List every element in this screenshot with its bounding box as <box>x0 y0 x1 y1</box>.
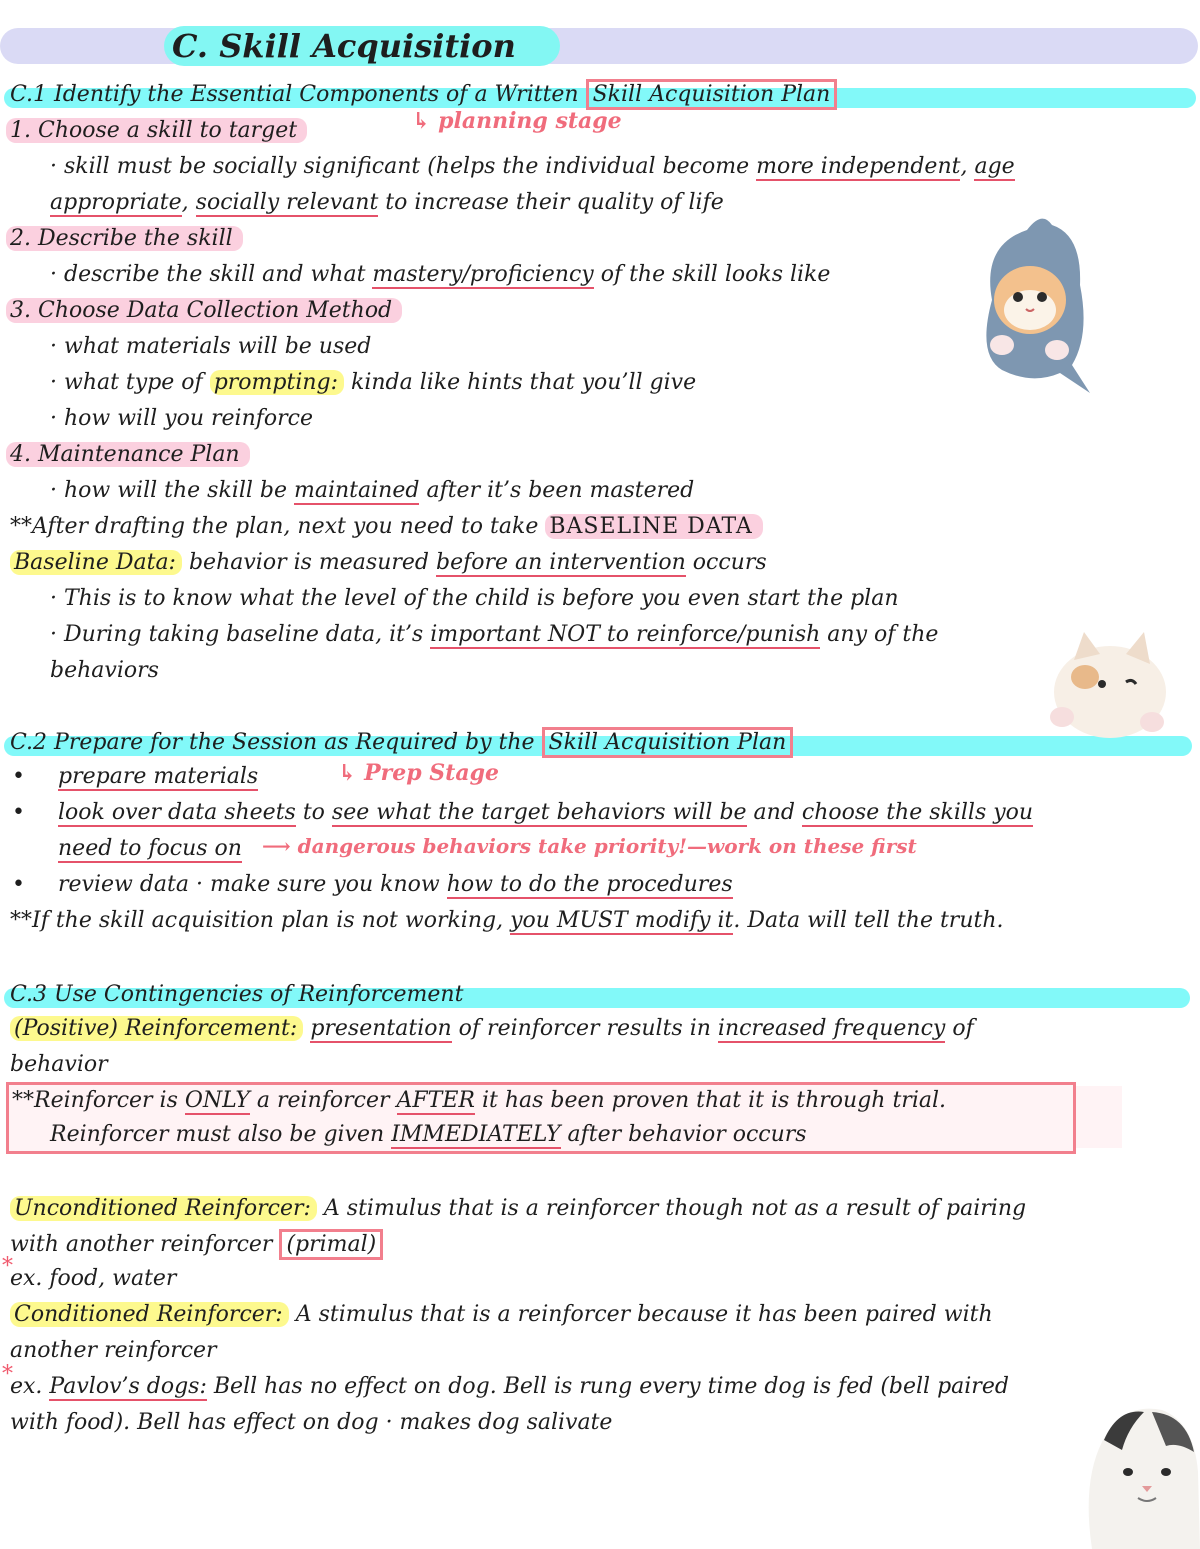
c1-step3-label: 3. Choose Data Collection Method <box>6 298 402 323</box>
text-underlined: appropriate <box>50 190 182 215</box>
text-underlined: ONLY <box>184 1088 250 1113</box>
callout-line-2 <box>50 1120 807 1150</box>
c1-step4-label: 4. Maintenance Plan <box>6 442 250 467</box>
text: of the skill looks like <box>593 262 831 287</box>
text-underlined: increased frequency <box>717 1016 946 1041</box>
c1-step2-label: 2. Describe the skill <box>6 226 243 251</box>
c3-positive <box>10 1014 974 1044</box>
text: behavior is measured <box>181 550 436 575</box>
c2-prep-note: ↳ Prep Stage <box>338 760 499 786</box>
baseline-label: Baseline Data: <box>10 550 182 575</box>
text: · how will the skill be <box>50 478 294 503</box>
c1-step2 <box>6 224 243 254</box>
text: with another reinforcer <box>10 1232 280 1257</box>
positive-label: (Positive) Reinforcement: <box>10 1016 303 1041</box>
c2-heading-boxed: Skill Acquisition Plan <box>542 727 794 758</box>
c2-bullet-1 <box>58 762 258 792</box>
white-cat-sticker <box>1082 1402 1200 1549</box>
text-underlined: socially relevant <box>195 190 379 215</box>
text: ex. <box>10 1374 50 1399</box>
text: after behavior occurs <box>560 1122 807 1147</box>
text: · what type of <box>50 370 210 395</box>
c2-priority-note: ⟶ dangerous behaviors take priority!—work on these first <box>262 834 917 858</box>
text-underlined: need to focus on <box>58 836 242 861</box>
text: **After drafting the plan, next you need to take <box>10 514 546 539</box>
c1-baseline <box>10 548 767 578</box>
text-underlined: maintained <box>294 478 420 503</box>
c3-unconditioned <box>10 1194 1026 1224</box>
c2-bullet-3-glyph: • <box>12 872 25 897</box>
text-underlined: see what the target behaviors will be <box>331 800 747 825</box>
c1-after-drafting <box>10 512 763 542</box>
text-underlined: prepare materials <box>58 764 259 789</box>
c1-step1 <box>6 116 307 146</box>
text-underlined: mastery/proficiency <box>372 262 594 287</box>
text: any of the <box>820 622 939 647</box>
c1-baseline-sub-b <box>50 620 938 650</box>
text-underlined: presentation <box>310 1016 452 1041</box>
c3-unconditioned-example: ex. food, water <box>10 1266 177 1291</box>
page-title: C. Skill Acquisition <box>172 27 516 65</box>
text: a reinforcer <box>249 1088 397 1113</box>
c1-step4 <box>6 440 250 470</box>
text-underlined: you MUST modify it <box>510 908 734 933</box>
text: occurs <box>685 550 767 575</box>
c2-if-not-working <box>10 906 1004 936</box>
c3-heading: C.3 Use Contingencies of Reinforcement <box>10 982 464 1007</box>
text: · skill must be socially significant (helps the individual become <box>50 154 757 179</box>
cream-cat-sticker <box>1040 622 1170 742</box>
text: **If the skill acquisition plan is not working, <box>10 908 511 933</box>
text: of <box>945 1016 974 1041</box>
c1-heading <box>10 80 837 110</box>
text-underlined: IMMEDIATELY <box>391 1122 561 1147</box>
c2-bullet-2-glyph: • <box>12 800 25 825</box>
text: to increase their quality of life <box>378 190 724 215</box>
text-highlighted: prompting: <box>210 370 344 395</box>
c1-heading-boxed: Skill Acquisition Plan <box>586 79 838 110</box>
c2-bullet-3 <box>58 870 733 900</box>
c1-step1-sub-a <box>50 152 1015 182</box>
c1-heading-text: C.1 Identify the Essential Components of a Written <box>10 82 586 107</box>
c1-baseline-sub-c: behaviors <box>50 658 159 683</box>
c1-step2-sub <box>50 260 830 290</box>
c2-bullet-2-cont <box>58 834 242 864</box>
text-underlined: AFTER <box>396 1088 475 1113</box>
text: review data · make sure you know <box>58 872 447 897</box>
text: kinda like hints that you’ll give <box>344 370 697 395</box>
text-underlined: look over data sheets <box>58 800 296 825</box>
star-mark-2: * <box>2 1362 13 1387</box>
text: . Data will tell the truth. <box>733 908 1004 933</box>
c3-unconditioned-cont <box>10 1230 383 1260</box>
primal-boxed: (primal) <box>279 1229 383 1260</box>
text-underlined: before an intervention <box>435 550 686 575</box>
c1-step1-sub-b <box>50 188 724 218</box>
text-underlined: more independent <box>756 154 961 179</box>
text: of reinforcer results in <box>451 1016 718 1041</box>
text-underlined: choose the skills you <box>801 800 1034 825</box>
conditioned-label: Conditioned Reinforcer: <box>10 1302 289 1327</box>
text: , <box>181 190 196 215</box>
shark-cat-sticker <box>972 205 1092 395</box>
text-underlined: how to do the procedures <box>446 872 733 897</box>
c3-conditioned <box>10 1300 993 1330</box>
text: to <box>295 800 332 825</box>
star-mark-1: * <box>2 1254 13 1279</box>
unconditioned-label: Unconditioned Reinforcer: <box>10 1196 317 1221</box>
c2-heading <box>10 728 793 758</box>
callout-line-1 <box>12 1086 946 1116</box>
baseline-data-caps: BASELINE DATA <box>545 514 762 539</box>
c1-baseline-sub-a: · This is to know what the level of the child is before you even start the plan <box>50 586 899 611</box>
c1-step3-sub-a: · what materials will be used <box>50 334 372 359</box>
text: **Reinforcer is <box>12 1088 185 1113</box>
text: after it’s been mastered <box>419 478 695 503</box>
c1-step3-sub-c: · how will you reinforce <box>50 406 313 431</box>
callout-shade <box>1072 1086 1122 1148</box>
c3-conditioned-example-cont: with food). Bell has effect on dog · makes dog salivate <box>10 1410 613 1435</box>
c3-conditioned-example <box>10 1372 1009 1402</box>
text: and <box>746 800 802 825</box>
text: · During taking baseline data, it’s <box>50 622 431 647</box>
text: A stimulus that is a reinforcer because it has been paired with <box>288 1302 993 1327</box>
c1-step4-sub <box>50 476 694 506</box>
c3-positive-cont: behavior <box>10 1052 108 1077</box>
c2-heading-text: C.2 Prepare for the Session as Required by the <box>10 730 542 755</box>
c1-step1-label: 1. Choose a skill to target <box>6 118 307 143</box>
text-underlined: age <box>974 154 1015 179</box>
c1-step1-note: ↳ planning stage <box>412 108 622 134</box>
text: · describe the skill and what <box>50 262 373 287</box>
c2-bullet-2 <box>58 798 1033 828</box>
c1-step3 <box>6 296 402 326</box>
text: Bell has no effect on dog. Bell is rung every time dog is fed (bell paired <box>206 1374 1009 1399</box>
text: Reinforcer must also be given <box>50 1122 392 1147</box>
text-underlined: important NOT to reinforce/punish <box>430 622 821 647</box>
text-underlined: Pavlov’s dogs: <box>49 1374 207 1399</box>
text: , <box>960 154 975 179</box>
text: it has been proven that it is through trial. <box>474 1088 946 1113</box>
c3-conditioned-cont: another reinforcer <box>10 1338 217 1363</box>
c1-step3-sub-b <box>50 368 696 398</box>
c2-bullet-1-glyph: • <box>12 764 25 789</box>
text: A stimulus that is a reinforcer though not as a result of pairing <box>316 1196 1027 1221</box>
